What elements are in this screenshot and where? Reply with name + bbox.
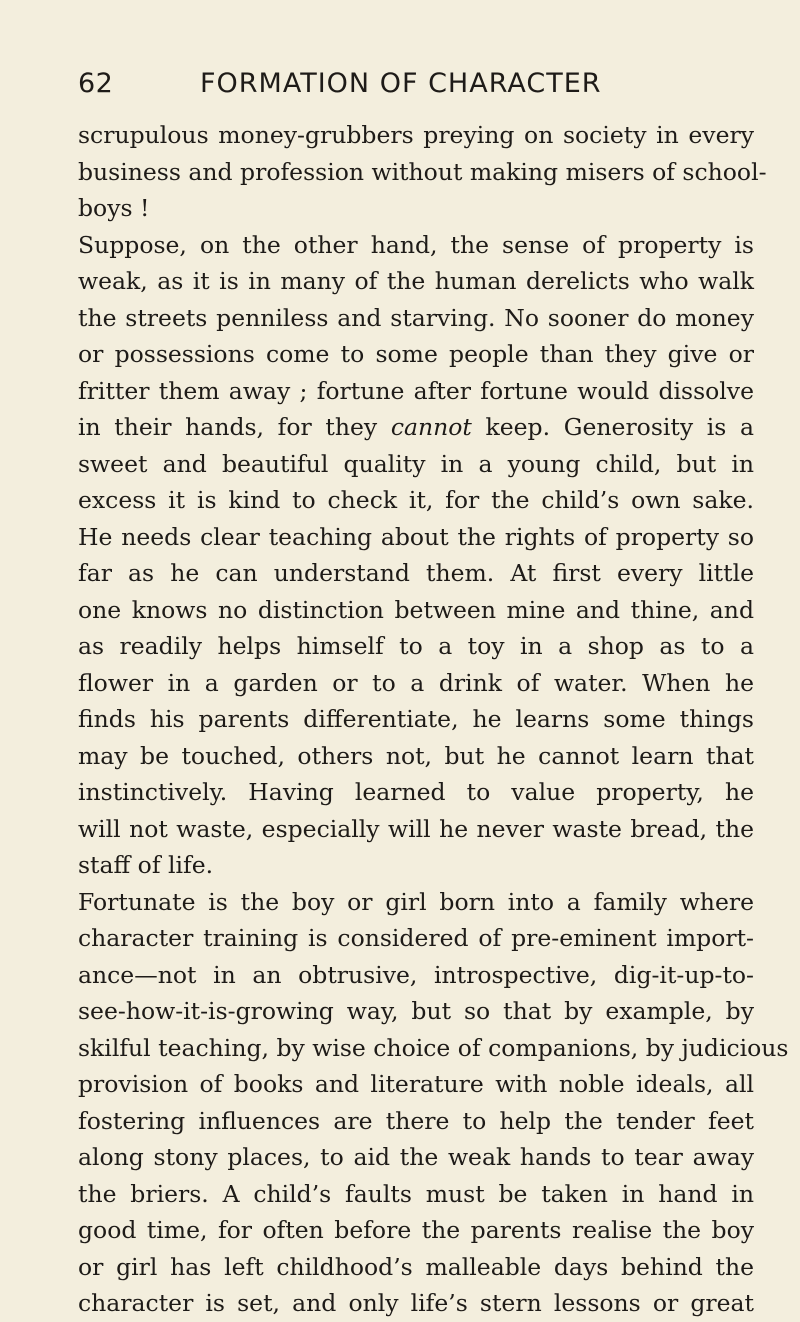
text-line: provision of books and literature with noble ideals, all [78,1070,754,1098]
text-line: finds his parents differentiate, he learns some things [78,705,754,733]
text-line-with-italic [78,409,754,446]
line-tail: keep. Generosity is a [471,413,754,441]
italic-word: cannot [390,413,472,441]
text-line: see-how-it-is-growing way, but so that by example, by [78,997,754,1025]
text-line: far as he can understand them. At first every little [78,559,754,587]
text-line: good time, for often before the parents realise the boy [78,1216,754,1244]
text-line: weak, as it is in many of the human derelicts who walk [78,267,754,295]
text-line: ance—not in an obtrusive, introspective, dig-it-up-to- [78,960,754,989]
text-line: fostering influences are there to help the tender feet [78,1106,754,1135]
running-title: FORMATION OF CHARACTER [200,68,602,99]
text-line: skilful teaching, by wise choice of companions, by judicious [78,1033,789,1062]
text-line: business and profession without making misers of school- [78,157,767,186]
text-line: instinctively. Having learned to value property, he [78,778,754,806]
text-line: flower in a garden or to a drink of water. When he [78,668,754,697]
page-number: 62 [78,68,114,99]
text-line: He needs clear teaching about the rights of property so [78,522,754,551]
body-text [78,117,789,1322]
text-line: fritter them away ; fortune after fortune would dissolve [78,376,754,405]
text-line: or possessions come to some people than they give or [78,340,754,368]
text-line: excess it is kind to check it, for the child’s own sake. [78,486,754,514]
text-line: along stony places, to aid the weak hands to tear away [78,1143,754,1171]
text-line: may be touched, others not, but he cannot learn that [78,741,754,770]
text-line: or girl has left childhood’s malleable days behind the [78,1252,754,1281]
line-head: in their hands, for they [78,413,391,441]
text-line: one knows no distinction between mine and thine, and [78,595,754,624]
text-line: the streets penniless and starving. No sooner do money [78,303,754,332]
text-line: character is set, and only life’s stern lessons or great [78,1289,754,1317]
text-line: as readily helps himself to a toy in a shop as to a [78,632,754,660]
page-header [78,64,750,104]
paragraph-start-line: Suppose, on the other hand, the sense of property is [78,230,754,259]
paragraph-start-line: Fortunate is the boy or girl born into a family where [78,887,754,916]
text-line: will not waste, especially will he never waste bread, the [78,814,754,843]
text-line: boys ! [78,194,150,222]
text-line: character training is considered of pre-eminent import- [78,924,754,952]
text-line: sweet and beautiful quality in a young child, but in [78,449,754,478]
text-line: staff of life. [78,851,214,879]
text-line: the briers. A child’s faults must be taken in hand in [78,1179,754,1208]
text-line: scrupulous money-grubbers preying on society in every [78,121,754,149]
